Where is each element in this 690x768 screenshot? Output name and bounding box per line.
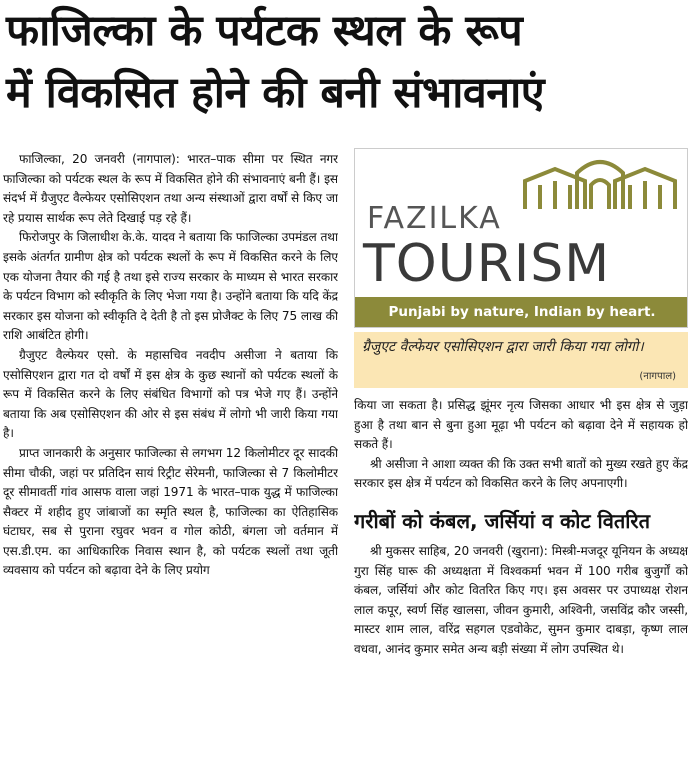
article-paragraph: प्राप्त जानकारी के अनुसार फाजिल्का से लगभग 12 किलोमीटर दूर सादकी सीमा चौकी, जहां पर प्रतिदिन सायं रिट्रीट सेरेमनी, फाजिल्का से 7 किलोमीटर दूर सीमावर्ती गांव आसफ वाला जहां 1971 के भारत–पाक युद्ध में फाजिल्का सैक्टर में शहीद हुए जांबाजों का स्मृति स्थल है, फाजिल्का का ऐतिहासिक घंटाघर, सब से पुराना रघुवर भवन व गोल कोठी, बंगला जो वर्तमान में एस.डी.एम. का आधिकारिक निवास स्थान है, को पर्यटक स्थलों तथा जूती व्यवसाय को पर्यटन को बढ़ावा देने के लिए प्रयोग [3,445,338,578]
second-article-body: श्री मुकसर साहिब, 20 जनवरी (खुराना): मिस्त्री-मजदूर यूनियन के अध्यक्ष गुरा सिंह घारू की अध्यक्षता में विश्वकर्मा भवन में 100 गरीब बुजुर्गों को कंबल, जर्सियां और कोट वितरित किए गए। इस अवसर पर उपाध्यक्ष रोशन लाल कपूर, स्वर्ण सिंह खालसा, जीवन कुमारी, अश्विनी, जसविंद्र कौर जस्सी, मास्टर शाम लाल, वरिंद्र सहगल एडवोकेट, सुमन कुमार दाबड़ा, कृष्ण लाल वधवा, आनंद कुमार समेत अन्य बड़ी संख्या में लोग उपस्थित थे। [354,543,688,656]
article-paragraph: ग्रैजुएट वैल्फेयर एसो. के महासचिव नवदीप असीजा ने बताया कि एसोसिएशन द्वारा गत दो वर्षों में इस क्षेत्र के कुछ स्थानों को पर्यटक स्थलों के रूप में विकसित करने के लिए संबंधित विभागों को पत्र भेजे गए हैं। उन्होंने बताया कि अब एसोसिएशन की ओर से इस संबंध में लोगो भी जारी किया गया है। [3,347,338,441]
building-arches-icon [515,151,685,211]
fazilka-tourism-logo [354,148,688,328]
headline-line-2: में विकसित होने की बनी संभावनाएं [6,68,545,118]
caption-text: ग्रैजुएट वैल्फेयर एसोसिएशन द्वारा जारी किया गया लोगो। [362,339,644,355]
logo-word-fazilka: FAZILKA [367,201,502,236]
logo-tagline: Punjabi by nature, Indian by heart. [355,297,688,327]
headline-line-1: फाजिल्का के पर्यटक स्थल के रूप [6,6,523,56]
photo-caption [354,332,688,388]
article-right-column [354,396,688,768]
article-closing: श्री असीजा ने आशा व्यक्त की कि उक्त सभी बातों को मुख्य रखते हुए केंद्र सरकार इस क्षेत्र में पर्यटन को विकसित करने के लिए अपनाएगी। [354,456,688,491]
article-continued: किया जा सकता है। प्रसिद्ध झूंमर नृत्य जिसका आधार भी इस क्षेत्र से जुड़ा हुआ है तथा बान से बुना हुआ मूढ़ा भी पर्यटन को बढ़ावा देने में सहायक हो सकते हैं। [354,398,688,452]
logo-word-tourism: TOURISM [363,234,611,294]
caption-credit: (नागपाल) [639,371,676,382]
article-paragraph: फाजिल्का, 20 जनवरी (नागपाल): भारत–पाक सीमा पर स्थित नगर फाजिल्का को पर्यटक स्थल के रूप में विकसित होने की संभावनाएं बनी हैं। इस संदर्भ में ग्रैजुएट वैल्फेयर एसोसिएशन तथा अन्य संस्थाओं द्वारा वर्षों से किए जा रहे प्रयास सार्थक रूप लेते दिखाई पड़ रहे हैं। [3,152,338,225]
article-left-column [3,150,338,768]
article-paragraph: फिरोजपुर के जिलाधीश के.के. यादव ने बताया कि फाजिल्का उपमंडल तथा इसके अंतर्गत ग्रामीण क्षेत्र को पर्यटक स्थलों के रूप में विकसित करने के लिए एक योजना तैयार की गई है तथा इसे राज्य सरकार के माध्यम से भारत सरकार के पर्यटन विभाग को स्वीकृति के लिए भेजा गया है। उन्होंने बताया कि यदि केंद्र सरकार इस योजना को स्वीकृति दे देती है तो इस प्रोजैक्ट के लिए 75 लाख की राशि आबंटित होगी। [3,230,338,343]
second-article-headline: गरीबों को कंबल, जर्सियां व कोट वितरित [354,508,650,533]
headline [6,0,686,124]
